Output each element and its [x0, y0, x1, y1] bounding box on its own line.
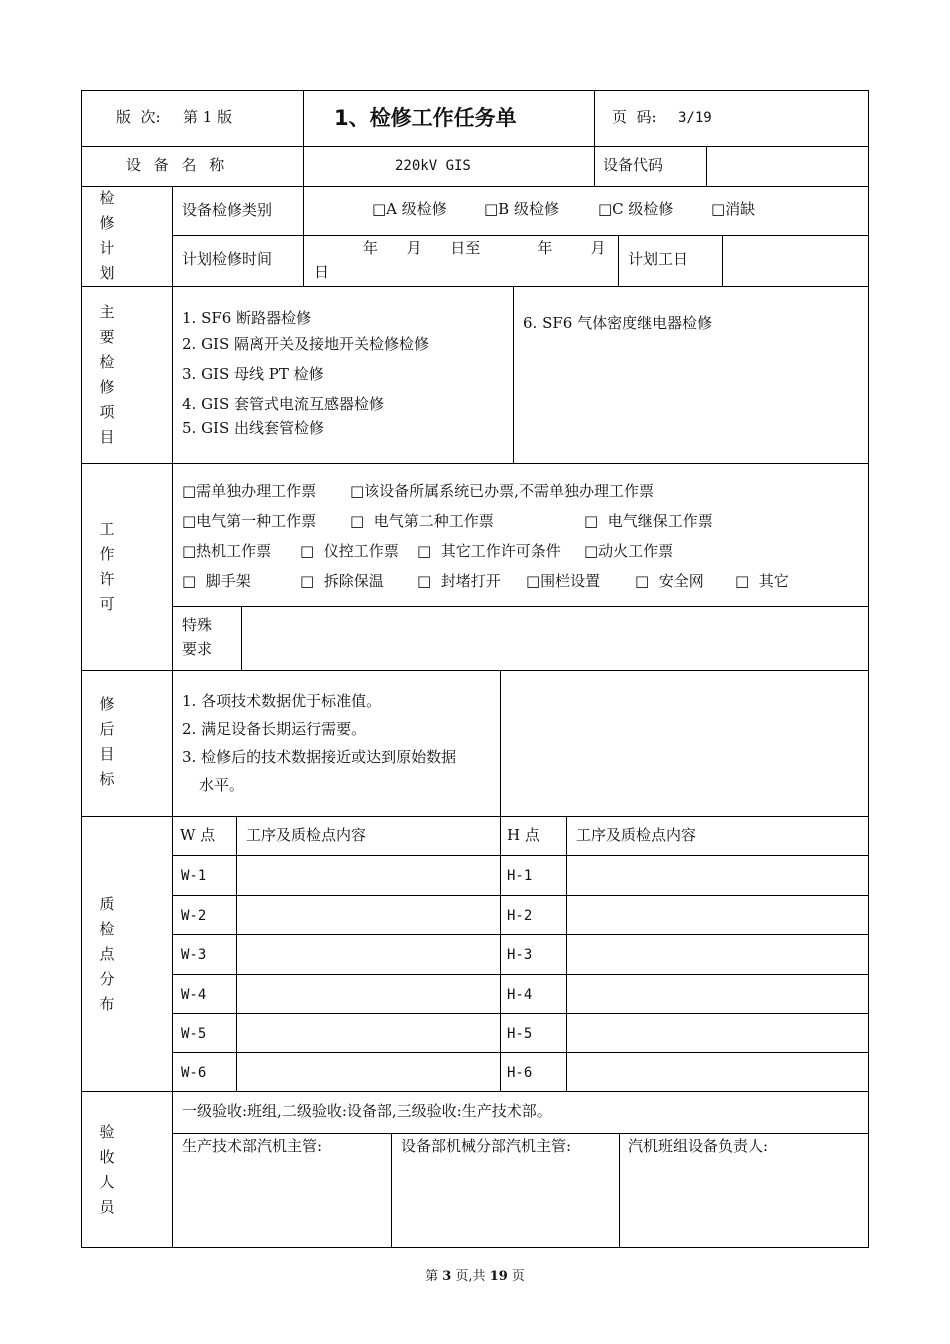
w-point-label: W-6	[181, 1065, 207, 1081]
equipment-code-label: 设备代码	[603, 156, 664, 174]
page-number-value: 3/19	[678, 110, 712, 126]
permit-electrical-2-checkbox[interactable]: □ 电气第二种工作票	[350, 512, 494, 530]
h-point-label: H-3	[507, 947, 533, 963]
option-c-checkbox[interactable]: □C 级检修	[598, 200, 674, 218]
permit-system-ticket-checkbox[interactable]: □该设备所属系统已办票,不需单独办理工作票	[350, 482, 654, 500]
permit-scaffold-checkbox[interactable]: □ 脚手架	[182, 572, 251, 590]
version-value: 第 1 版	[183, 108, 233, 126]
plan-section-cell	[81, 186, 173, 287]
permit-relay-checkbox[interactable]: □ 电气继保工作票	[584, 512, 713, 530]
item-2: 2. GIS 隔离开关及接地开关检修检修	[182, 335, 430, 353]
item-4: 4. GIS 套管式电流互感器检修	[182, 395, 385, 413]
goals-section-cell	[81, 670, 173, 817]
page-title: 1、检修工作任务单	[334, 106, 517, 130]
permit-other-checkbox[interactable]: □ 其它	[735, 572, 789, 590]
footer-total-pages: 19	[489, 1269, 508, 1284]
permit-separate-ticket-checkbox[interactable]: □需单独办理工作票	[182, 482, 317, 500]
quality-section-label: 质检点分布	[99, 895, 115, 1013]
special-label-line2: 要求	[182, 640, 213, 658]
permit-electrical-1-checkbox[interactable]: □电气第一种工作票	[182, 512, 317, 530]
signature-production-label: 生产技术部汽机主管:	[182, 1137, 323, 1155]
w-point-label: W-4	[181, 987, 207, 1003]
goal-3: 3. 检修后的技术数据接近或达到原始数据	[182, 748, 457, 766]
footer-suffix: 页	[511, 1269, 525, 1284]
w-content-cell	[236, 1013, 501, 1053]
permit-seal-checkbox[interactable]: □ 封堵打开	[417, 572, 501, 590]
w-content-cell	[236, 934, 501, 975]
equipment-code-value-cell	[706, 146, 869, 187]
goal-2: 2. 满足设备长期运行需要。	[182, 720, 367, 738]
item-5: 5. GIS 出线套管检修	[182, 419, 325, 437]
version-label: 版 次:	[116, 108, 161, 126]
footer-prefix: 第	[425, 1269, 439, 1284]
h-content-header: 工序及质检点内容	[576, 826, 697, 844]
w-content-header: 工序及质检点内容	[246, 826, 367, 844]
w-content-cell	[236, 1052, 501, 1092]
h-content-cell	[566, 1052, 869, 1092]
permit-other-conditions-checkbox[interactable]: □ 其它工作许可条件	[417, 542, 561, 560]
h-point-label: H-4	[507, 987, 533, 1003]
w-content-cell	[236, 855, 501, 896]
plan-category-label: 设备检修类别	[182, 201, 273, 219]
plan-time-line1: 年 月 日至 年 月	[363, 239, 606, 257]
permit-safety-net-checkbox[interactable]: □ 安全网	[635, 572, 704, 590]
footer-middle: 页,共	[455, 1269, 486, 1284]
h-content-cell	[566, 974, 869, 1014]
goals-section-label: 修后目标	[99, 695, 115, 788]
permit-section-label: 工作许可	[99, 520, 115, 613]
item-6: 6. SF6 气体密度继电器检修	[523, 314, 713, 332]
h-content-cell	[566, 1013, 869, 1053]
w-header: W 点	[180, 826, 216, 844]
plan-time-label: 计划检修时间	[182, 250, 273, 268]
page-number-label: 页 码:	[612, 108, 657, 126]
w-point-label: W-3	[181, 947, 207, 963]
acceptance-section-label: 验收人员	[99, 1123, 115, 1216]
footer-current-page: 3	[442, 1269, 452, 1284]
permit-instrument-checkbox[interactable]: □ 仪控工作票	[300, 542, 399, 560]
goal-3-continued: 水平。	[199, 776, 245, 794]
permit-hot-work-checkbox[interactable]: □动火工作票	[584, 542, 674, 560]
item-1: 1. SF6 断路器检修	[182, 309, 312, 327]
item-3: 3. GIS 母线 PT 检修	[182, 365, 324, 383]
goals-right-cell	[500, 670, 869, 817]
w-point-label: W-2	[181, 908, 207, 924]
signature-equipment-label: 设备部机械分部汽机主管:	[401, 1137, 572, 1155]
special-label-line1: 特殊	[182, 616, 213, 634]
h-point-label: H-6	[507, 1065, 533, 1081]
option-fault-checkbox[interactable]: □消缺	[711, 200, 756, 218]
plan-workday-label: 计划工日	[628, 250, 689, 268]
h-header: H 点	[507, 826, 540, 844]
special-value-cell	[241, 606, 869, 671]
option-b-checkbox[interactable]: □B 级检修	[484, 200, 559, 218]
w-point-label: W-1	[181, 868, 207, 884]
option-a-checkbox[interactable]: □A 级检修	[372, 200, 447, 218]
permit-fence-checkbox[interactable]: □围栏设置	[526, 572, 601, 590]
h-content-cell	[566, 895, 869, 935]
h-point-label: H-2	[507, 908, 533, 924]
quality-section-cell	[81, 816, 173, 1092]
h-content-cell	[566, 934, 869, 975]
acceptance-section-cell	[81, 1091, 173, 1248]
h-point-label: H-5	[507, 1026, 533, 1042]
plan-time-line2: 日	[314, 263, 330, 281]
acceptance-levels: 一级验收:班组,二级验收:设备部,三级验收:生产技术部。	[182, 1102, 552, 1120]
h-point-label: H-1	[507, 868, 533, 884]
permit-insulation-checkbox[interactable]: □ 拆除保温	[300, 572, 384, 590]
items-right-cell	[513, 286, 869, 464]
w-content-cell	[236, 974, 501, 1014]
w-content-cell	[236, 895, 501, 935]
permit-section-cell	[81, 463, 173, 671]
equipment-name-label: 设 备 名 称	[126, 156, 229, 174]
items-section-label: 主要检修项目	[99, 303, 115, 446]
signature-team-label: 汽机班组设备负责人:	[628, 1137, 769, 1155]
items-section-cell	[81, 286, 173, 464]
w-point-label: W-5	[181, 1026, 207, 1042]
plan-workday-value-cell	[722, 235, 869, 287]
equipment-name-value: 220kV GIS	[395, 158, 471, 174]
permit-thermal-checkbox[interactable]: □热机工作票	[182, 542, 272, 560]
page-footer	[0, 1265, 950, 1284]
goal-1: 1. 各项技术数据优于标准值。	[182, 692, 382, 710]
plan-section-label: 检修计划	[99, 189, 115, 282]
h-content-cell	[566, 855, 869, 896]
